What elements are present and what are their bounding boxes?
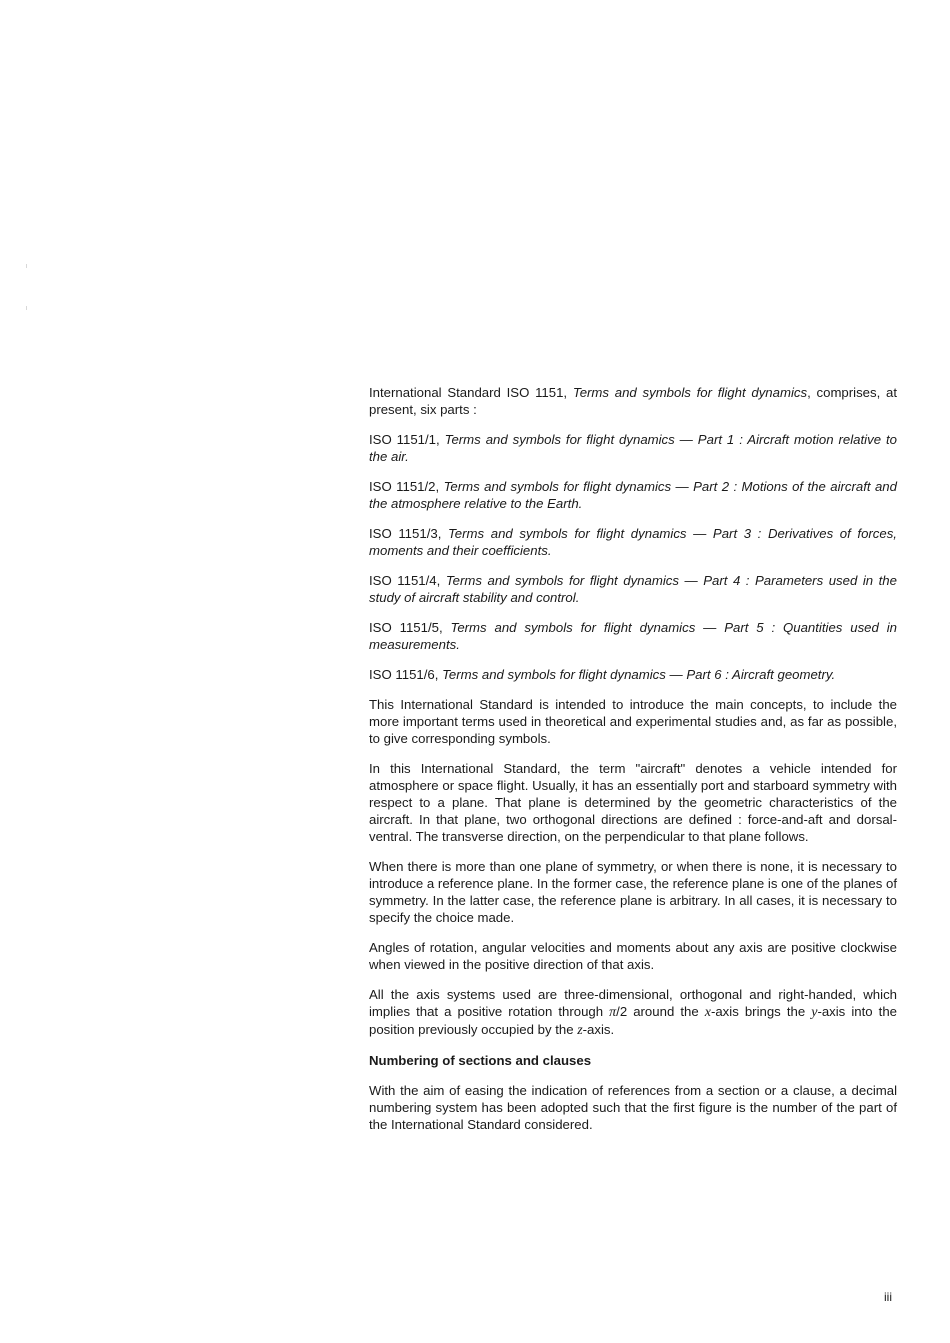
intro-tail: , comprises, at present, six parts : bbox=[369, 385, 898, 417]
pi-symbol: π bbox=[609, 1005, 617, 1020]
part-1-entry bbox=[369, 431, 897, 465]
foreword-body bbox=[369, 384, 897, 1133]
scan-mark bbox=[26, 306, 27, 310]
axis-text: /2 around the bbox=[616, 1004, 705, 1019]
intro-lead: International Standard ISO 1151, bbox=[369, 385, 573, 400]
x-axis-symbol: x bbox=[704, 1005, 711, 1020]
part-2-entry bbox=[369, 478, 897, 512]
part-title: Terms and symbols for flight dynamics — Part 1 : Aircraft motion relative to the air. bbox=[369, 432, 897, 464]
part-4-entry bbox=[369, 572, 897, 606]
axis-text: -axis brings the bbox=[710, 1004, 812, 1019]
axis-systems-paragraph bbox=[369, 986, 897, 1039]
scope-paragraph: This International Standard is intended to introduce the main concepts, to include the more important terms used in theoretical and experimental studies and, as far as possible, to give corresponding symbols. bbox=[369, 697, 897, 746]
axis-text: -axis. bbox=[582, 1022, 615, 1037]
part-title: Terms and symbols for flight dynamics — Part 3 : Derivatives of forces, moments and their coefficients. bbox=[369, 526, 897, 558]
part-5-entry bbox=[369, 619, 897, 653]
z-axis-symbol: z bbox=[577, 1023, 583, 1038]
reference-plane-paragraph: When there is more than one plane of symmetry, or when there is none, it is necessary to introduce a reference plane. In the former case, the reference plane is one of the planes of symmetry. In the latter case, the reference plane is arbitrary. In all cases, it is necessary to specify the choice made. bbox=[369, 859, 897, 925]
part-title: Terms and symbols for flight dynamics — Part 5 : Quantities used in measurements. bbox=[369, 620, 897, 652]
part-3-entry bbox=[369, 525, 897, 559]
intro-paragraph bbox=[369, 384, 897, 418]
page-number: iii bbox=[884, 1290, 892, 1304]
part-6-entry bbox=[369, 666, 897, 683]
y-axis-symbol: y bbox=[811, 1005, 818, 1020]
part-title: Terms and symbols for flight dynamics — Part 4 : Parameters used in the study of aircraft stability and control. bbox=[369, 573, 897, 605]
part-ref: ISO 1151/1, bbox=[369, 432, 445, 447]
part-ref: ISO 1151/6, bbox=[369, 667, 443, 682]
numbering-paragraph: With the aim of easing the indication of references from a section or a clause, a decimal numbering system has been adopted such that the first figure is the number of the part of the International Standard considered. bbox=[369, 1083, 897, 1132]
rotation-sign-paragraph: Angles of rotation, angular velocities and moments about any axis are positive clockwise when viewed in the positive direction of that axis. bbox=[369, 940, 897, 972]
part-ref: ISO 1151/5, bbox=[369, 620, 451, 635]
part-ref: ISO 1151/2, bbox=[369, 479, 444, 494]
intro-lead-title: Terms and symbols for flight dynamics bbox=[572, 385, 808, 400]
numbering-heading: Numbering of sections and clauses bbox=[369, 1053, 592, 1068]
axis-text: -axis into the position previously occupied by the bbox=[369, 1004, 897, 1037]
part-ref: ISO 1151/4, bbox=[369, 573, 446, 588]
part-ref: ISO 1151/3, bbox=[369, 526, 448, 541]
aircraft-definition-paragraph: In this International Standard, the term "aircraft" denotes a vehicle intended for atmosphere or space flight. Usually, it has an essentially port and starboard symmetry with respect to a plane. That plane is determined by the geometric characteristics of the aircraft. In that plane, two orthogonal directions are defined : force-and-aft and dorsal-ventral. The transverse direction, on the perpendicular to that plane follows. bbox=[369, 761, 897, 844]
part-title: Terms and symbols for flight dynamics — Part 2 : Motions of the aircraft and the atmosphere relative to the Earth. bbox=[369, 479, 897, 511]
axis-text: All the axis systems used are three-dimensional, orthogonal and right-handed, which implies that a positive rotation through bbox=[369, 987, 897, 1019]
part-title: Terms and symbols for flight dynamics — Part 6 : Aircraft geometry. bbox=[442, 667, 836, 682]
scan-mark bbox=[26, 264, 27, 268]
